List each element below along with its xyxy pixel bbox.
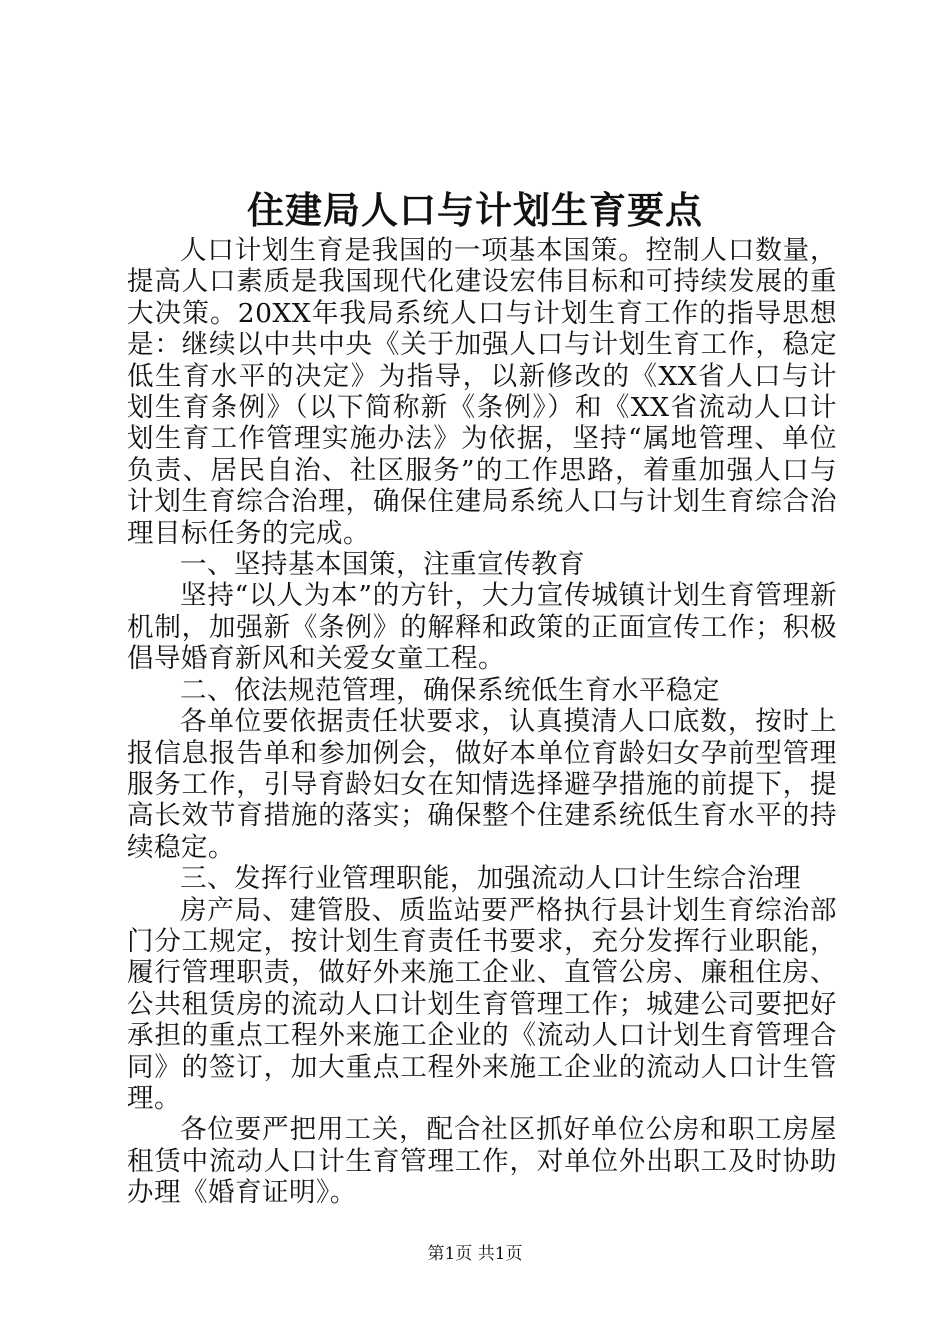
page-footer: 第1页 共1页 [427,1244,523,1264]
section-paragraph-2: 各单位要依据责任状要求，认真摸清人口底数，按时上报信息报告单和参加例会，做好本单位育龄妇女孕前型管理服务工作，引导育龄妇女在知情选择避孕措施的前提下，提高长效节育措施的落实；确保整个住建系统低生育水平的持续稳定。 [127,706,837,863]
section-heading-3: 三、发挥行业管理职能，加强流动人口计生综合治理 [180,863,801,895]
section-paragraph-1: 坚持“以人为本”的方针，大力宣传城镇计划生育管理新机制，加强新《条例》的解释和政策的正面宣传工作；积极倡导婚育新风和关爱女童工程。 [127,580,837,675]
document-body [127,235,837,1209]
document-title: 住建局人口与计划生育要点 [247,188,703,232]
section-heading-1: 一、坚持基本国策，注重宣传教育 [180,549,585,581]
section-paragraph-3: 房产局、建管股、质监站要严格执行县计划生育综治部门分工规定，按计划生育责任书要求，充分发挥行业职能，履行管理职责，做好外来施工企业、直管公房、廉租住房、公共租赁房的流动人口计划生育管理工作；城建公司要把好承担的重点工程外来施工企业的《流动人口计划生育管理合同》的签订，加大重点工程外来施工企业的流动人口计生管理。 [127,894,837,1114]
intro-paragraph: 人口计划生育是我国的一项基本国策。控制人口数量，提高人口素质是我国现代化建设宏伟目标和可持续发展的重大决策。20XX年我局系统人口与计划生育工作的指导思想是：继续以中共中央《关于加强人口与计划生育工作，稳定低生育水平的决定》为指导，以新修改的《XX省人口与计划生育条例》（以下简称新《条例》）和《XX省流动人口计划生育工作管理实施办法》为依据，坚持“属地管理、单位负责、居民自治、社区服务”的工作思路，着重加强人口与计划生育综合治理，确保住建局系统人口与计划生育综合治理目标任务的完成。 [127,235,837,549]
section-heading-2: 二、依法规范管理，确保系统低生育水平稳定 [180,674,720,706]
closing-paragraph: 各位要严把用工关，配合社区抓好单位公房和职工房屋租赁中流动人口计生育管理工作，对单位外出职工及时协助办理《婚育证明》。 [127,1114,837,1209]
